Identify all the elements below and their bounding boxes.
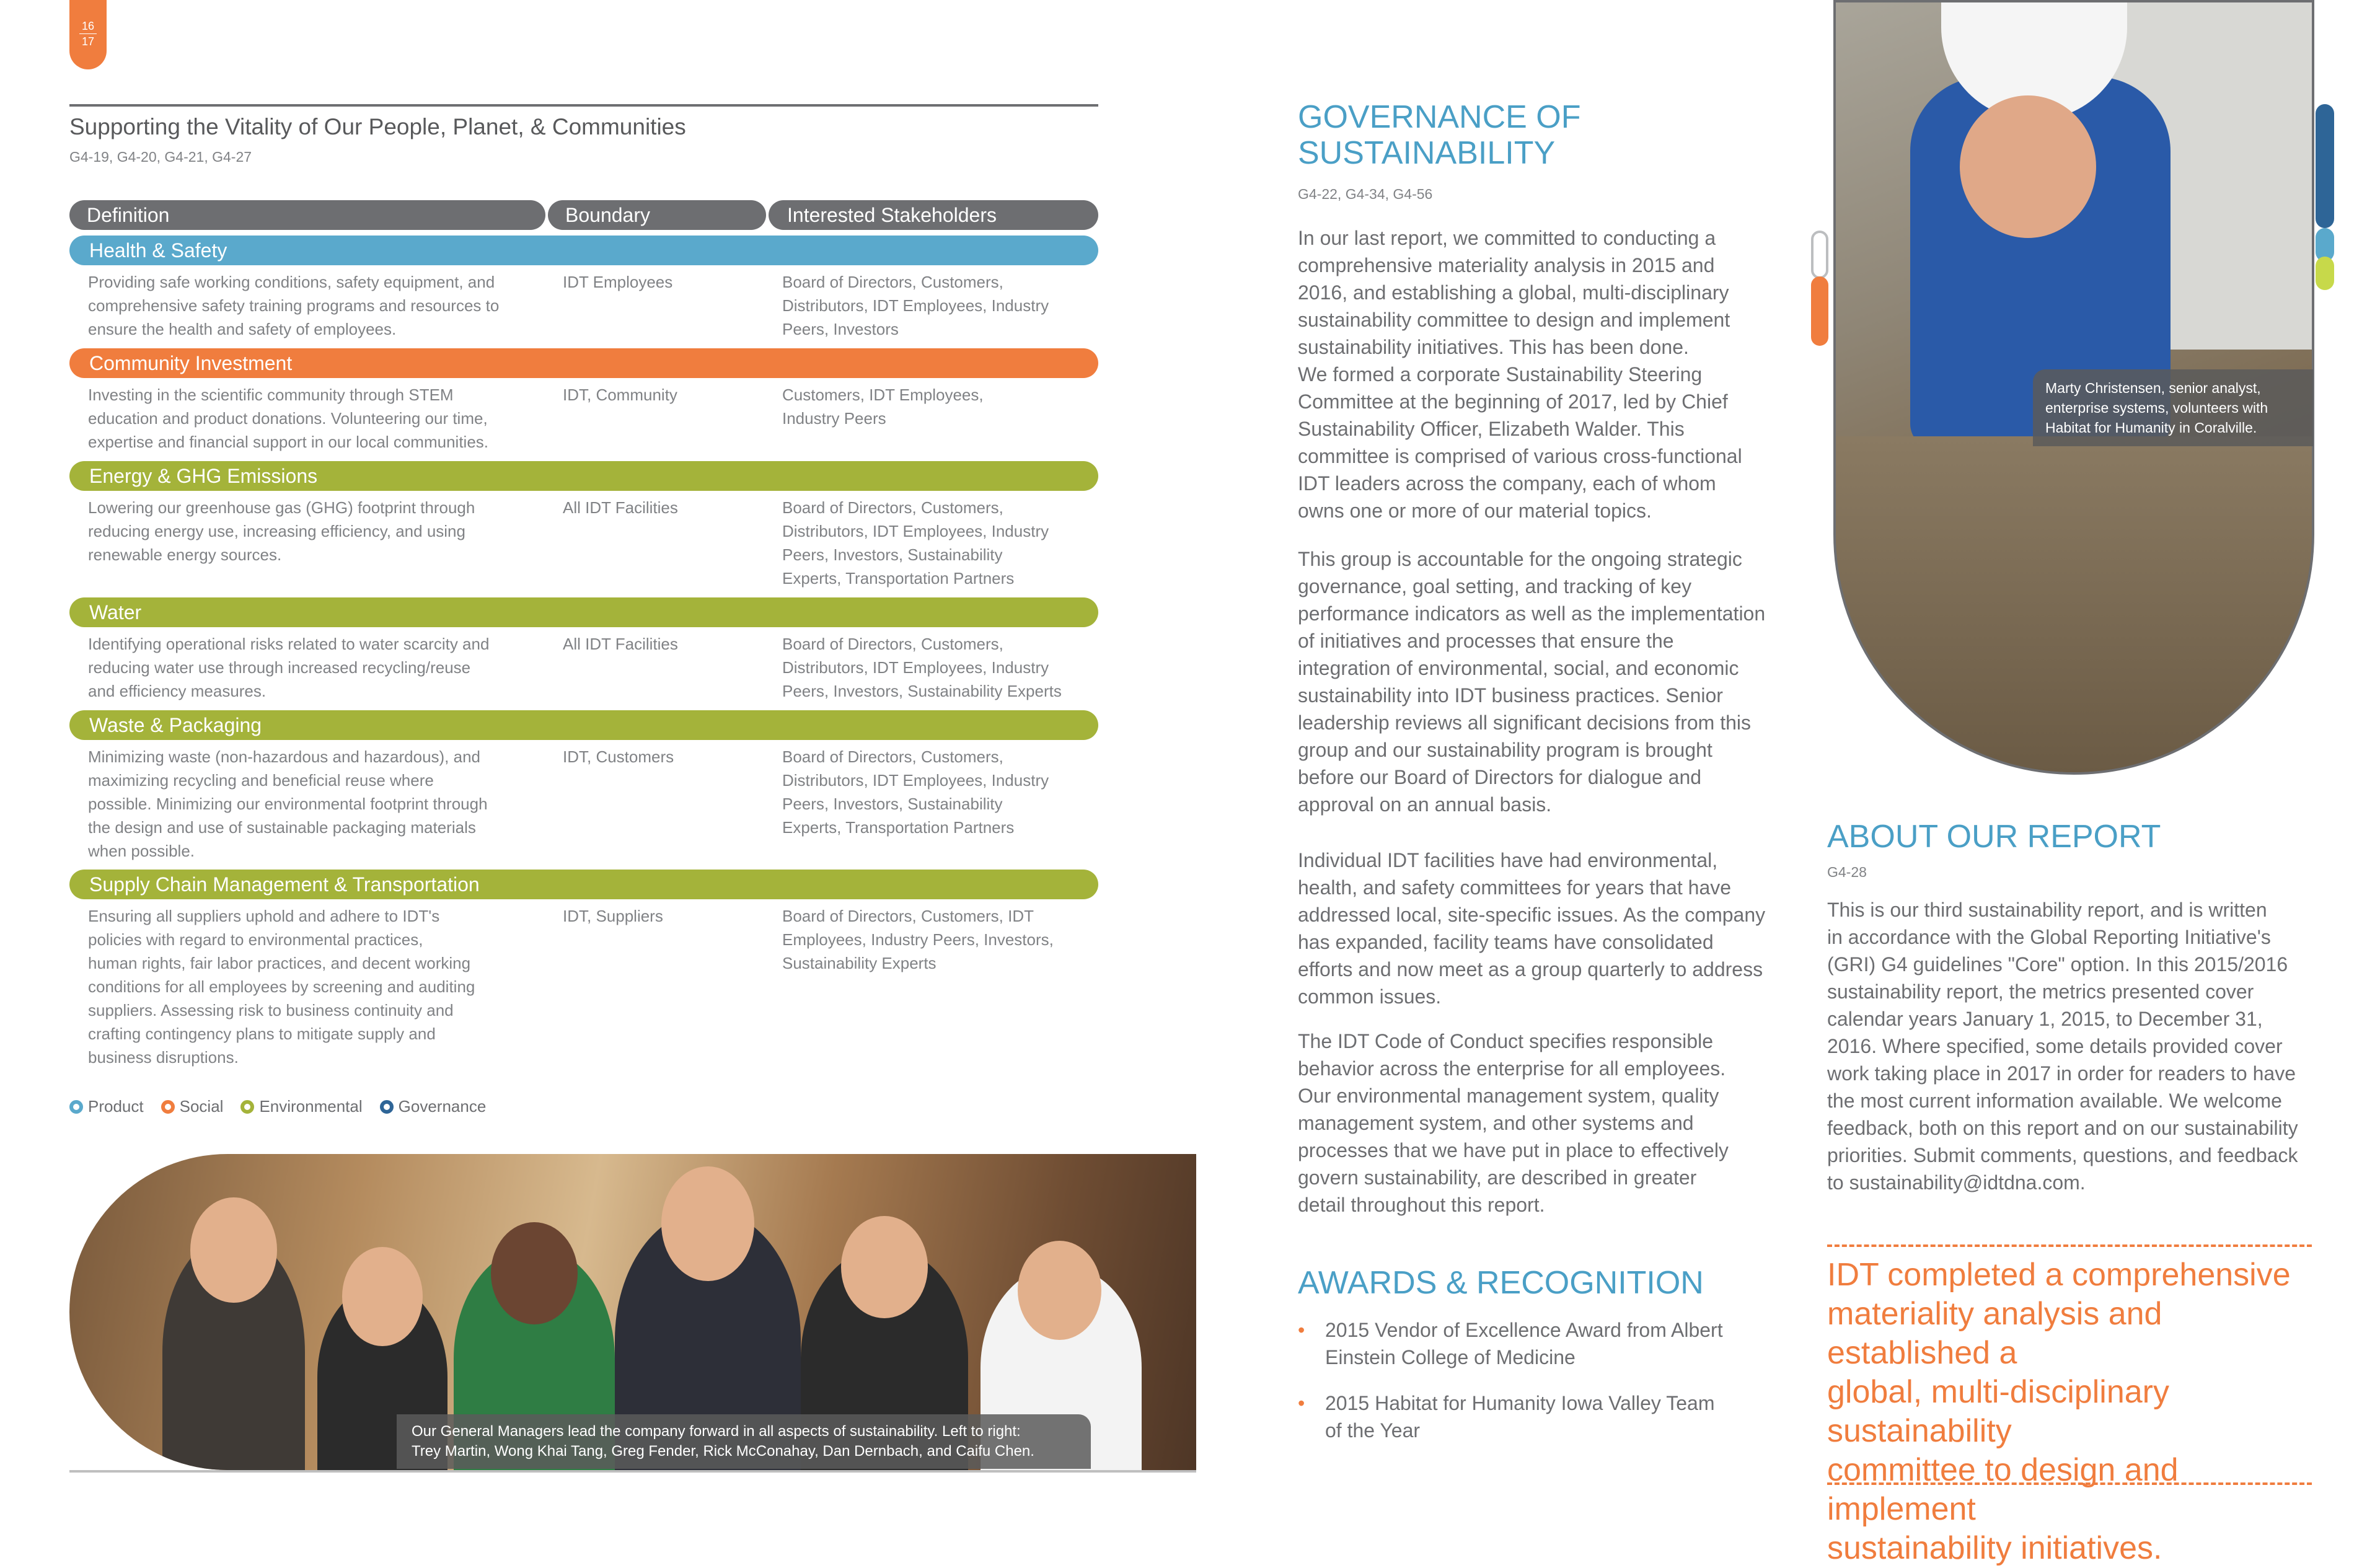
pull-quote: IDT completed a comprehensive materiality analysis and established a global, multi-disciplinary sustainability committee to design and implement sustainability initiatives. — [1827, 1257, 2291, 1566]
category-water: Water — [69, 597, 1098, 627]
award-item — [1298, 1390, 1794, 1444]
about-gri-codes: G4-28 — [1827, 864, 1867, 880]
worker-face — [1960, 95, 2096, 238]
person-head — [841, 1216, 928, 1318]
legend-label: Social — [179, 1097, 224, 1116]
section-rule — [69, 104, 1098, 107]
stakeholders-cell: Board of Directors, Customers, Distributors, IDT Employees, Industry Peers, Investors, Sustainability Experts, Transportation Partners — [782, 498, 1049, 588]
governance-paragraph: Individual IDT facilities have had environmental, health, and safety committees for years that have addressed local, site-specific issues. As the company has expanded, facility teams have consolidated efforts and now meet as a group quarterly to address common issues. — [1298, 849, 1766, 1008]
tab-marker-lime — [2316, 257, 2334, 290]
person-head — [1018, 1241, 1101, 1340]
legend-label: Product — [88, 1097, 144, 1116]
stakeholders-cell: Board of Directors, Customers, IDT Employees, Industry Peers, Investors, Sustainability Experts — [782, 907, 1054, 972]
boundary-cell: All IDT Facilities — [563, 635, 678, 653]
boundary-cell: IDT, Suppliers — [563, 907, 663, 925]
stakeholders-cell: Board of Directors, Customers, Distributors, IDT Employees, Industry Peers, Investors, Sustainability Experts — [782, 635, 1062, 700]
ground-area — [1836, 436, 2314, 775]
definition-cell: Providing safe working conditions, safety equipment, and comprehensive safety training programs and resources to ensure the health and safety of employees. — [88, 273, 500, 338]
legend-item-social — [161, 1097, 224, 1116]
definition-cell: Lowering our greenhouse gas (GHG) footprint through reducing energy use, increasing efficiency, and using renewable energy sources. — [88, 498, 475, 564]
person-head — [190, 1197, 277, 1303]
boundary-cell: IDT, Customers — [563, 747, 674, 766]
tab-marker-orange — [1811, 276, 1828, 346]
definition-cell: Identifying operational risks related to water scarcity and reducing water use through increased recycling/reuse and efficiency measures. — [88, 635, 490, 700]
quote-divider-top — [1827, 1244, 2312, 1247]
legend-item-product — [69, 1097, 144, 1116]
legend-item-governance — [380, 1097, 487, 1116]
about-paragraph: This is our third sustainability report, and is written in accordance with the Global Reporting Initiative's (GRI) G4 guidelines "Core" option. In this 2015/2016 sustainability report, the metrics presented cover calendar years January 1, 2015, to December 31, 2016. Where specified, some details provided cover work taking place in 2017 in order for readers to have the most current information available. We welcome feedback, both on this report and on our sustainability priorities. Submit comments, questions, and feedback to sustainability@idtdna.com. — [1827, 899, 2298, 1194]
about-title: ABOUT OUR REPORT — [1827, 819, 2161, 855]
definition-cell: Ensuring all suppliers uphold and adhere to IDT's policies with regard to environmental practices, human rights, fair labor practices, and decent working conditions for all employees by screening and auditing suppliers. Assessing risk to business continuity and crafting contingency plans to mitigate supply and business disruptions. — [88, 907, 475, 1067]
award-text: 2015 Habitat for Humanity Iowa Valley Team of the Year — [1325, 1392, 1715, 1442]
section-gri-codes: G4-19, G4-20, G4-21, G4-27 — [69, 149, 252, 165]
person-head — [342, 1247, 423, 1346]
tab-marker-navy — [2316, 104, 2334, 228]
photo-divider — [69, 1470, 1196, 1473]
governance-paragraph: In our last report, we committed to conducting a comprehensive materiality analysis in 2015 and 2016, and establishing a global, multi-disciplinary sustainability committee to design and implement sustainability initiatives. This has been done. We formed a corporate Sustainability Steering Committee at the beginning of 2017, led by Chief Sustainability Officer, Elizabeth Walder. This committee is comprised of various cross-functional IDT leaders across the company, each of whom owns one or more of our material topics. — [1298, 227, 1742, 522]
page-number-right: 17 — [81, 35, 95, 48]
header-stakeholders: Interested Stakeholders — [769, 200, 1098, 230]
legend-label: Governance — [398, 1097, 487, 1116]
person-head — [661, 1166, 754, 1281]
category-supply-chain: Supply Chain Management & Transportation — [69, 870, 1098, 899]
photo-caption: Our General Managers lead the company forward in all aspects of sustainability. Left to right: Trey Martin, Wong Khai Tang, Greg Fender, Rick McConahay, Dan Dernbach, and Caifu Chen. — [397, 1414, 1091, 1469]
stakeholders-cell: Board of Directors, Customers, Distributors, IDT Employees, Industry Peers, Investors, Sustainability Experts, Transportation Partners — [782, 747, 1049, 837]
boundary-cell: IDT Employees — [563, 273, 673, 291]
definition-cell: Minimizing waste (non-hazardous and hazardous), and maximizing recycling and beneficial reuse where possible. Minimizing our environmental footprint through the design and use of sustainable packaging materials when possible. — [88, 747, 488, 860]
category-health-safety: Health & Safety — [69, 236, 1098, 265]
governance-paragraph: This group is accountable for the ongoing strategic governance, goal setting, and tracking of key performance indicators as well as the implementation of initiatives and processes that ensure the integration of environmental, social, and economic sustainability into IDT business practices. Senior leadership reviews all significant decisions from this group and our sustainability program is brought before our Board of Directors for dialogue and approval on an annual basis. — [1298, 548, 1766, 816]
legend-item-environmental — [240, 1097, 362, 1116]
governance-dot-icon — [380, 1100, 394, 1114]
governance-gri-codes: G4-22, G4-34, G4-56 — [1298, 186, 1433, 202]
governance-paragraph: The IDT Code of Conduct specifies responsible behavior across the enterprise for all employees. Our environmental management system, quality management system, and other systems and processes that we have put in place to effectively govern sustainability, are described in greater detail throughout this report. — [1298, 1030, 1729, 1216]
product-dot-icon — [69, 1100, 83, 1114]
governance-title: GOVERNANCE OF SUSTAINABILITY — [1298, 99, 1581, 171]
bullet-icon: • — [1298, 1319, 1305, 1341]
header-boundary: Boundary — [548, 200, 766, 230]
bullet-icon: • — [1298, 1392, 1305, 1414]
category-waste-packaging: Waste & Packaging — [69, 710, 1098, 740]
boundary-cell: All IDT Facilities — [563, 498, 678, 517]
award-item — [1298, 1316, 1794, 1371]
category-community-investment: Community Investment — [69, 348, 1098, 378]
stakeholders-cell: Board of Directors, Customers, Distributors, IDT Employees, Industry Peers, Investors — [782, 273, 1049, 338]
definition-cell: Investing in the scientific community through STEM education and product donations. Volunteering our time, expertise and financial support in our local communities. — [88, 385, 489, 451]
person-head — [491, 1222, 578, 1324]
legend-label: Environmental — [259, 1097, 363, 1116]
environmental-dot-icon — [240, 1100, 254, 1114]
boundary-cell: IDT, Community — [563, 385, 677, 404]
quote-divider-bottom — [1827, 1482, 2312, 1485]
award-text: 2015 Vendor of Excellence Award from Albert Einstein College of Medicine — [1325, 1319, 1723, 1368]
section-title: Supporting the Vitality of Our People, Planet, & Communities — [69, 114, 686, 139]
page-number-tab — [69, 0, 107, 69]
photo-caption: Marty Christensen, senior analyst, enterprise systems, volunteers with Habitat for Humanity in Coralville. — [2033, 369, 2313, 446]
header-definition: Definition — [69, 200, 545, 230]
stakeholders-cell: Customers, IDT Employees, Industry Peers — [782, 385, 984, 428]
social-dot-icon — [161, 1100, 175, 1114]
tab-marker-outline — [1811, 231, 1828, 279]
awards-title: AWARDS & RECOGNITION — [1298, 1265, 1704, 1301]
category-energy-ghg: Energy & GHG Emissions — [69, 461, 1098, 491]
legend — [69, 1097, 486, 1116]
page-number-left: 16 — [79, 0, 97, 34]
